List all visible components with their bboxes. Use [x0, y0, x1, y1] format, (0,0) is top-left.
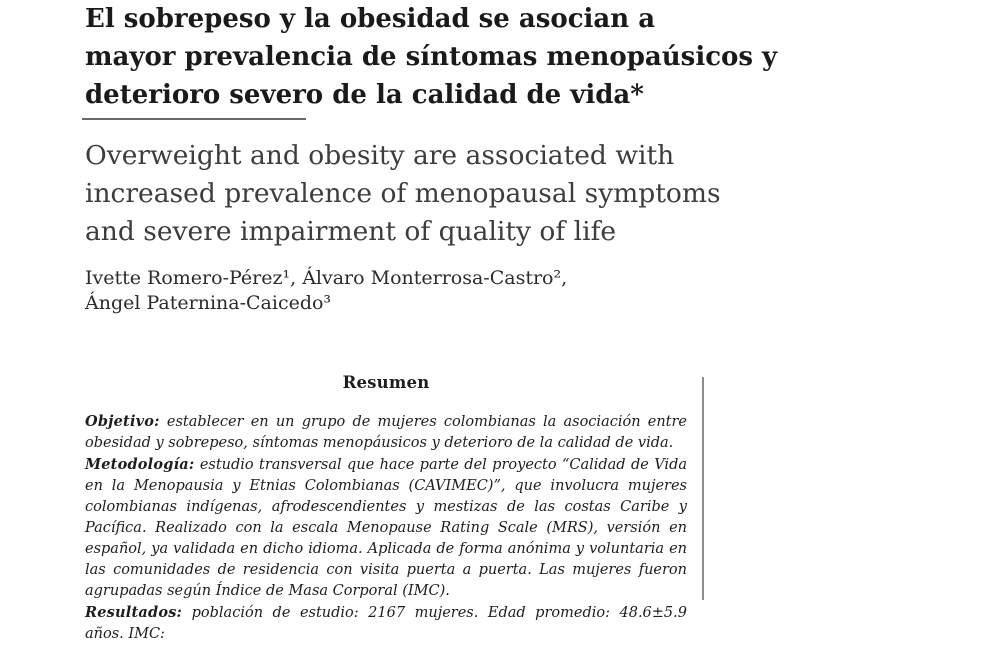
- abstract-paragraph-metodologia: [85, 454, 687, 602]
- title-en-line-1: Overweight and obesity are associated with: [85, 140, 675, 171]
- abstract-label-objetivo: Objetivo:: [85, 413, 160, 430]
- title-es-line-3: deterioro severo de la calidad de vida*: [85, 80, 644, 110]
- abstract-text-objetivo: establecer en un grupo de mujeres colombianas la asociación entre obesidad y sobrepeso, síntomas menopáusicos y deterioro de la calidad de vida.: [85, 414, 687, 451]
- abstract-text-resultados: población de estudio: 2167 mujeres. Edad promedio: 48.6±5.9 años. IMC:: [85, 605, 687, 642]
- abstract-right-rule: [702, 377, 704, 600]
- abstract-label-resultados: Resultados:: [85, 604, 183, 621]
- footnote-separator-rule: [82, 118, 306, 120]
- abstract-paragraph-resultados: [85, 602, 687, 645]
- abstract-heading: Resumen: [342, 373, 430, 392]
- author-line-2: Ángel Paternina-Caicedo³: [85, 291, 332, 314]
- abstract-paragraph-objetivo: [85, 411, 687, 454]
- abstract-text-metodologia: estudio transversal que hace parte del proyecto “Calidad de Vida en la Menopausia y Etnias Colombianas (CAVIMEC)”, que involucra mujeres colombianas indígenas, afrodescendientes y mestizas de las costas Caribe y Pacífica. Realizado con la escala Menopause Rating Scale (MRS), versión en español, ya validada en dicho idioma. Aplicada de forma anónima y voluntaria en las comunidades de residencia con visita puerta a puerta. Las mujeres fueron agrupadas según Índice de Masa Corporal (IMC).: [85, 457, 687, 599]
- title-es-line-1: El sobrepeso y la obesidad se asocian a: [85, 4, 656, 34]
- title-en-line-3: and severe impairment of quality of life: [85, 216, 617, 247]
- abstract-label-metodologia: Metodología:: [85, 456, 195, 473]
- author-line-1: Ivette Romero-Pérez¹, Álvaro Monterrosa-Castro²,: [85, 267, 568, 289]
- title-es-line-2: mayor prevalencia de síntomas menopaúsicos y: [85, 42, 778, 72]
- abstract-section: [85, 373, 687, 645]
- author-list: [85, 266, 567, 315]
- article-title-spanish: [85, 0, 777, 114]
- article-title-english: [85, 137, 721, 251]
- title-en-line-2: increased prevalence of menopausal symptoms: [85, 178, 721, 209]
